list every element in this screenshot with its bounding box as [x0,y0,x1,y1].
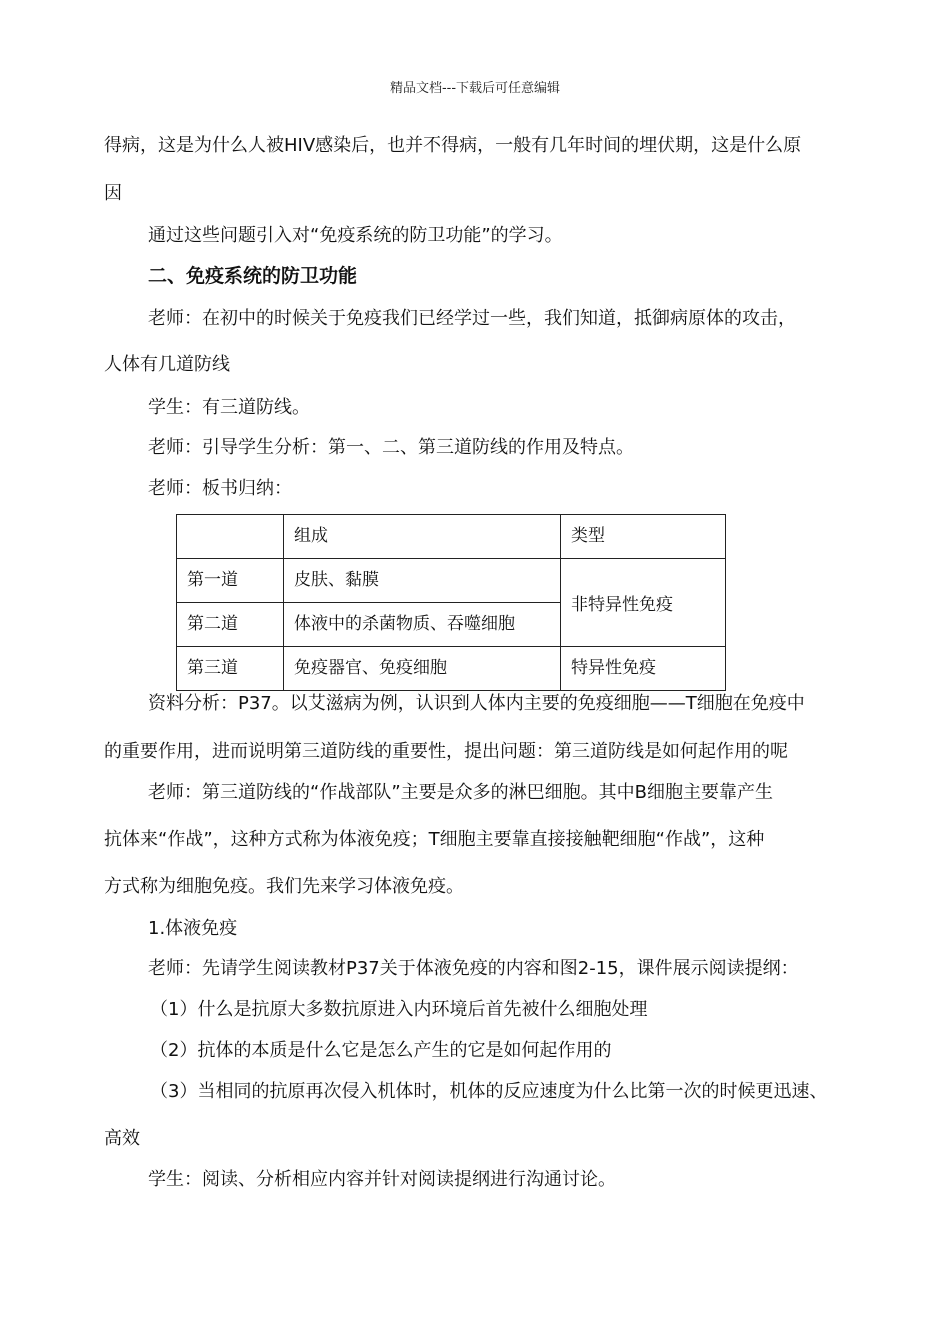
paragraph-line: 得病，这是为什么人被HIV感染后，也并不得病，一般有几年时间的埋伏期，这是什么原 [104,135,802,156]
paragraph-line: 高效 [104,1128,140,1149]
paragraph-line: 学生：阅读、分析相应内容并针对阅读提纲进行沟通讨论。 [148,1169,616,1190]
paragraph-line: 因 [104,183,122,204]
list-item: （1）什么是抗原大多数抗原进入内环境后首先被什么细胞处理 [150,999,648,1020]
table-row [177,559,726,603]
paragraph-line: 老师：引导学生分析：第一、二、第三道防线的作用及特点。 [148,437,634,458]
paragraph-line: 学生：有三道防线。 [148,397,310,418]
paragraph-line: 方式称为细胞免疫。我们先来学习体液免疫。 [104,876,464,897]
table-header-cell: 类型 [561,515,726,559]
list-item: （3）当相同的抗原再次侵入机体时，机体的反应速度为什么比第一次的时候更迅速、 [150,1081,828,1102]
paragraph-line: 老师：先请学生阅读教材P37关于体液免疫的内容和图2-15，课件展示阅读提纲： [148,958,799,979]
table-cell-composition: 皮肤、黏膜 [284,559,561,603]
paragraph-line: 通过这些问题引入对“免疫系统的防卫功能”的学习。 [148,225,563,246]
table-header-cell: 组成 [284,515,561,559]
paragraph-line: 的重要作用，进而说明第三道防线的重要性，提出问题：第三道防线是如何起作用的呢 [104,741,788,762]
paragraph-line: 人体有几道防线 [104,354,230,375]
paragraph-line: 老师：在初中的时候关于免疫我们已经学过一些，我们知道，抵御病原体的攻击， [148,308,796,329]
list-item: （2）抗体的本质是什么它是怎么产生的它是如何起作用的 [150,1040,612,1061]
paragraph-line: 老师：第三道防线的“作战部队”主要是众多的淋巴细胞。其中B细胞主要靠产生 [148,782,773,803]
table-cell-type-merged: 非特异性免疫 [561,559,726,647]
paragraph-line: 资料分析：P37。以艾滋病为例，认识到人体内主要的免疫细胞——T细胞在免疫中 [148,693,805,714]
table-cell-line-name: 第一道 [177,559,284,603]
table-cell-composition: 体液中的杀菌物质、吞噬细胞 [284,603,561,647]
table-cell-composition: 免疫器官、免疫细胞 [284,647,561,691]
page-header: 精品文档---下载后可任意编辑 [389,81,561,96]
table-cell-line-name: 第三道 [177,647,284,691]
table-cell-line-name: 第二道 [177,603,284,647]
paragraph-line: 老师：板书归纳： [148,478,292,499]
table-cell-type: 特异性免疫 [561,647,726,691]
table-header-cell [177,515,284,559]
table-row [177,647,726,691]
defense-table [176,514,726,691]
paragraph-line: 抗体来“作战”，这种方式称为体液免疫；T细胞主要靠直接接触靶细胞“作战”，这种 [104,829,765,850]
table-header-row [177,515,726,559]
section-heading: 二、免疫系统的防卫功能 [148,265,358,287]
subsection-heading: 1.体液免疫 [148,918,238,939]
